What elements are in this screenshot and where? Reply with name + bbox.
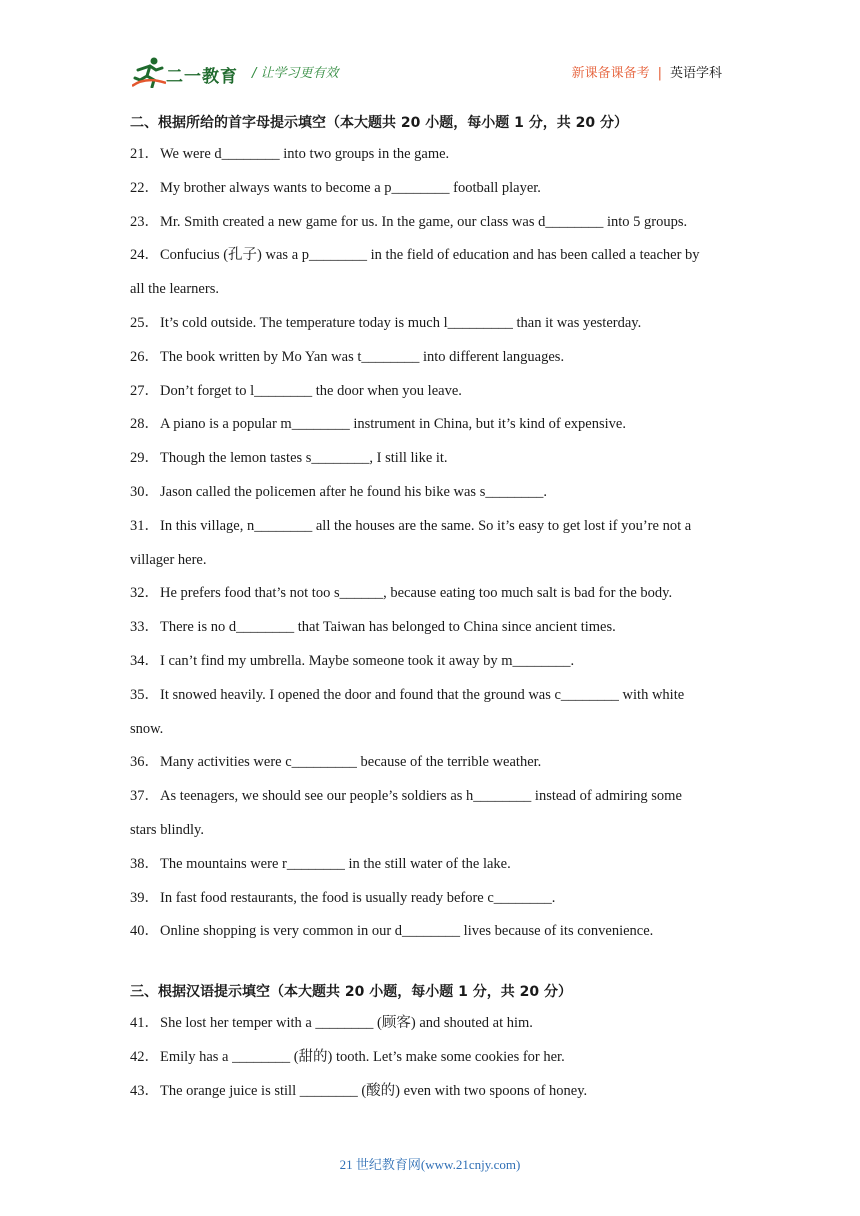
header-subject-info bbox=[572, 62, 722, 81]
logo bbox=[132, 56, 244, 90]
question-number: 31． bbox=[130, 517, 159, 534]
question-text: It’s cold outside. The temperature today is much l_________ than it was yesterday. bbox=[160, 314, 642, 331]
question-number: 36． bbox=[130, 754, 159, 771]
question-item bbox=[130, 239, 730, 273]
question-number: 23． bbox=[130, 213, 159, 230]
section-title: 二、根据所给的首字母提示填空（本大题共 20 小题，每小题 1 分，共 20 分） bbox=[130, 115, 628, 131]
question-item bbox=[130, 611, 730, 645]
question-item bbox=[130, 577, 730, 611]
question-item bbox=[130, 172, 730, 206]
question-continuation: villager here. bbox=[130, 551, 207, 568]
question-text: The book written by Mo Yan was t________ into different languages. bbox=[160, 348, 565, 365]
question-number: 25． bbox=[130, 314, 159, 331]
question-number: 21． bbox=[130, 146, 159, 162]
question-item bbox=[130, 138, 730, 172]
question-text: It snowed heavily. I opened the door and found that the ground was c________ with white bbox=[160, 686, 685, 703]
question-text: In this village, n________ all the houses are the same. So it’s easy to get lost if you’re not a bbox=[160, 517, 692, 534]
question-text: We were d________ into two groups in the game. bbox=[160, 146, 450, 162]
question-number: 40． bbox=[130, 923, 159, 940]
question-number: 27． bbox=[130, 382, 159, 399]
question-item bbox=[130, 206, 730, 240]
question-item bbox=[130, 1041, 730, 1075]
question-item bbox=[130, 1075, 730, 1109]
logo-text: 二一教育 bbox=[166, 67, 238, 87]
question-list bbox=[130, 138, 730, 949]
question-item bbox=[130, 746, 730, 780]
question-text: Emily has a ________ (甜的) tooth. Let’s make some cookies for her. bbox=[160, 1048, 565, 1065]
question-continuation: all the learners. bbox=[130, 281, 219, 298]
question-text: There is no d________ that Taiwan has belonged to China since ancient times. bbox=[160, 619, 616, 636]
question-number: 34． bbox=[130, 652, 159, 669]
course-label: 新课备课备考 bbox=[571, 66, 650, 81]
subject-label: 英语学科 bbox=[669, 66, 722, 81]
slogan: / 让学习更有效 bbox=[252, 66, 339, 81]
question-text: Though the lemon tastes s________, I still like it. bbox=[160, 450, 448, 467]
question-item bbox=[130, 780, 730, 814]
question-item bbox=[130, 848, 730, 882]
question-text: A piano is a popular m________ instrument in China, but it’s kind of expensive. bbox=[160, 416, 626, 433]
question-continuation: snow. bbox=[130, 720, 164, 737]
question-continuation: stars blindly. bbox=[130, 821, 204, 838]
question-list bbox=[130, 1007, 730, 1108]
question-text: He prefers food that’s not too s______, because eating too much salt is bad for the body. bbox=[160, 585, 673, 602]
question-text: As teenagers, we should see our people’s soldiers as h________ instead of admiring some bbox=[160, 788, 682, 805]
question-text: My brother always wants to become a p________ football player. bbox=[160, 179, 541, 196]
question-text: Online shopping is very common in our d________ lives because of its convenience. bbox=[160, 923, 654, 940]
question-item bbox=[130, 341, 730, 375]
question-number: 24． bbox=[130, 247, 159, 264]
question-number: 42． bbox=[130, 1048, 159, 1065]
header-separator: | bbox=[657, 66, 662, 81]
question-text: Jason called the policemen after he found his bike was s________. bbox=[160, 483, 547, 500]
question-number: 30． bbox=[130, 483, 159, 500]
footer-text: 21 世纪教育网(www.21cnjy.com) bbox=[339, 1157, 521, 1172]
question-text: Confucius (孔子) was a p________ in the field of education and has been called a teacher by bbox=[160, 247, 700, 264]
question-number: 39． bbox=[130, 889, 159, 906]
question-text: Mr. Smith created a new game for us. In the game, our class was d________ into 5 groups. bbox=[160, 213, 688, 230]
section-title: 三、根据汉语提示填空（本大题共 20 小题，每小题 1 分，共 20 分） bbox=[130, 984, 572, 1001]
question-text: The orange juice is still ________ (酸的) even with two spoons of honey. bbox=[160, 1082, 588, 1099]
question-number: 38． bbox=[130, 855, 159, 872]
question-number: 35． bbox=[130, 686, 159, 703]
question-item bbox=[130, 679, 730, 713]
question-number: 28． bbox=[130, 416, 159, 433]
document-body bbox=[130, 108, 730, 1109]
question-item bbox=[130, 476, 730, 510]
question-text: She lost her temper with a ________ (顾客) and shouted at him. bbox=[160, 1015, 533, 1032]
question-item bbox=[130, 375, 730, 409]
page-header bbox=[0, 0, 860, 100]
question-item bbox=[130, 307, 730, 341]
question-item bbox=[130, 510, 730, 544]
section-spacer bbox=[130, 949, 730, 977]
question-number: 43． bbox=[130, 1082, 159, 1099]
question-text: Many activities were c_________ because of the terrible weather. bbox=[160, 754, 542, 771]
question-text: Don’t forget to l________ the door when you leave. bbox=[160, 382, 462, 399]
question-number: 37． bbox=[130, 788, 159, 805]
question-text: I can’t find my umbrella. Maybe someone took it away by m________. bbox=[160, 652, 575, 669]
question-item bbox=[130, 408, 730, 442]
question-item bbox=[130, 882, 730, 916]
question-text: In fast food restaurants, the food is usually ready before c________. bbox=[160, 889, 556, 906]
question-number: 33． bbox=[130, 619, 159, 636]
question-item bbox=[130, 645, 730, 679]
question-number: 41． bbox=[130, 1015, 159, 1032]
question-item bbox=[130, 915, 730, 949]
question-number: 32． bbox=[130, 585, 159, 602]
question-number: 29． bbox=[130, 450, 159, 467]
question-number: 22． bbox=[130, 179, 159, 196]
question-text: The mountains were r________ in the still water of the lake. bbox=[160, 855, 511, 872]
runner-icon bbox=[132, 56, 166, 88]
question-number: 26． bbox=[130, 348, 159, 365]
question-item bbox=[130, 442, 730, 476]
question-item bbox=[130, 1007, 730, 1041]
